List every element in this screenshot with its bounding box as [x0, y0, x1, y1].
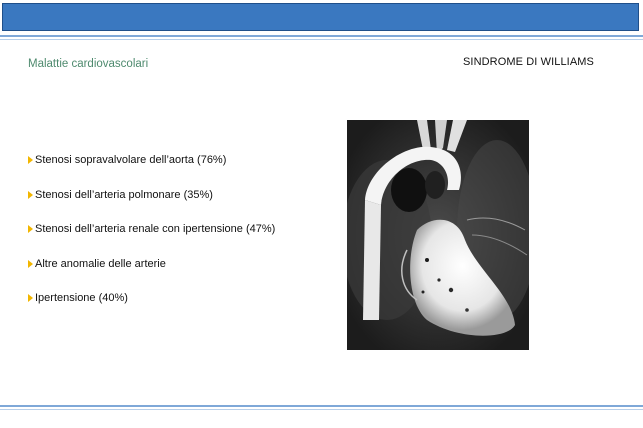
footer-divider-thin	[0, 409, 643, 410]
bullet-text: Altre anomalie delle arterie	[35, 257, 166, 270]
slide-title: SINDROME DI WILLIAMS	[463, 56, 594, 68]
bullet-arrow-icon	[28, 260, 33, 268]
bullet-text: Ipertensione (40%)	[35, 292, 128, 304]
bullet-text: Stenosi dell’arteria renale con ipertensione (47%)	[35, 223, 276, 235]
slide-subtitle: Malattie cardiovascolari	[28, 58, 149, 70]
bullet-text: Stenosi dell’arteria polmonare (35%)	[35, 188, 213, 201]
footer-divider	[0, 405, 643, 407]
bullet-arrow-icon	[28, 294, 33, 302]
bullet-item	[28, 223, 275, 258]
bullet-list	[28, 154, 275, 327]
bullet-item	[28, 189, 275, 224]
bullet-item	[28, 292, 275, 327]
bullet-arrow-icon	[28, 191, 33, 199]
bullet-arrow-icon	[28, 225, 33, 233]
header-divider-thin	[0, 39, 643, 40]
header-bar	[2, 3, 639, 31]
angiography-xray-image	[347, 120, 529, 350]
bullet-text: Stenosi sopravalvolare dell’aorta (76%)	[35, 154, 227, 166]
header-divider	[0, 35, 643, 37]
bullet-item	[28, 258, 275, 293]
bullet-arrow-icon	[28, 156, 33, 164]
bullet-item	[28, 154, 275, 189]
